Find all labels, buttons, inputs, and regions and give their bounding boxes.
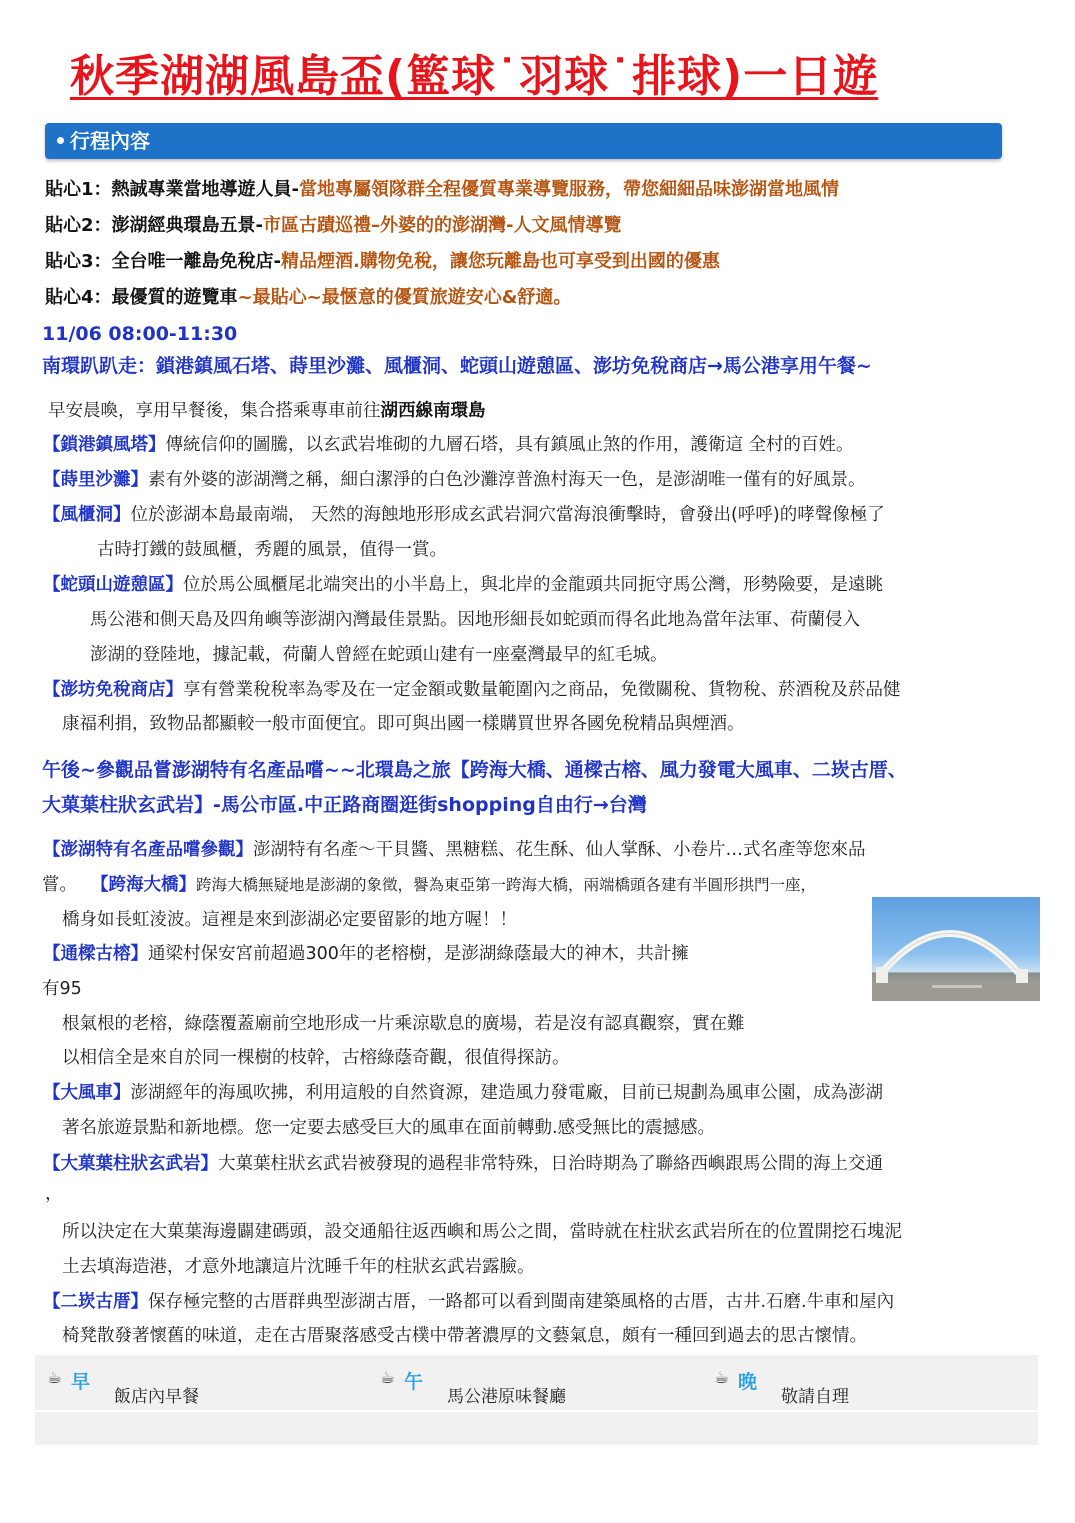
spot-name: 【澎湖特有名產品嚐參觀】 (43, 840, 253, 860)
meal-dinner (702, 1355, 1038, 1410)
tip-item: 貼心1：熱誠專業當地導遊人員-當地專屬領隊群全程優質專業導覽服務，帶您細細品味澎湖當地風情 (45, 179, 839, 200)
spot-name: 【蛇頭山遊憩區】 (43, 575, 183, 595)
spot-name: 【跨海大橋】 (91, 875, 196, 895)
tips-list (45, 172, 1045, 316)
spot-line: 【風櫃洞】位於澎湖本島最南端， 天然的海蝕地形形成玄武岩洞穴當海浪衝擊時，會發出(呼呼)的哮聲像極了 (43, 505, 885, 525)
spot-name: 【大菓葉柱狀玄武岩】 (43, 1154, 218, 1174)
meal-label: 晚 (738, 1371, 758, 1393)
meal-label: 早 (71, 1371, 91, 1393)
spot-name: 【鎖港鎮風塔】 (43, 435, 166, 455)
page-title: 秋季湖湖風島盃(籃球˙羽球˙排球)一日遊 (70, 51, 879, 102)
spot-line: 【大風車】澎湖經年的海風吹拂，利用這般的自然資源，建造風力發電廠，目前已規劃為風車公園，成為澎湖 (43, 1083, 883, 1103)
spot-name: 【澎坊免稅商店】 (43, 680, 183, 700)
spot-line: 【澎湖特有名產品嚐參觀】澎湖特有名產～干貝醬、黑糖糕、花生酥、仙人掌酥、小卷片…式名產等您來品 (43, 840, 866, 860)
tip-item: 貼心3：全台唯一離島免稅店-精品煙酒.購物免稅，讓您玩離島也可享受到出國的優惠 (45, 251, 720, 272)
spot-line: 【二崁古厝】保存極完整的古厝群典型澎湖古厝，一路都可以看到閩南建築風格的古厝，古井.石磨.牛車和屋內 (43, 1292, 895, 1312)
meals-divider (35, 1410, 1038, 1412)
meal-value: 敬請自理 (781, 1387, 849, 1407)
spot-line: 古時打鐵的鼓風櫃，秀麗的風景，值得一賞。 (97, 540, 447, 560)
morning-route: 南環趴趴走：鎖港鎮風石塔、蒔里沙灘、風櫃洞、蛇頭山遊憩區、澎坊免稅商店→馬公港享用午餐~ (42, 355, 872, 377)
meals-table (35, 1355, 1038, 1445)
spot-line: 【蒔里沙灘】素有外婆的澎湖灣之稱，細白潔淨的白色沙灘淳普漁村海天一色，是澎湖唯一僅有的好風景。 (43, 470, 866, 490)
spot-line: 根氣根的老榕，綠蔭覆蓋廟前空地形成一片乘涼歇息的廣場，若是沒有認真觀察，實在難 (62, 1014, 745, 1034)
meal-value: 飯店內早餐 (114, 1387, 199, 1407)
spot-name: 【大風車】 (43, 1083, 131, 1103)
spot-name: 【風櫃洞】 (43, 505, 131, 525)
section-title: 行程內容 (70, 129, 150, 153)
spot-name: 【蒔里沙灘】 (43, 470, 148, 490)
spot-line: 著名旅遊景點和新地標。您一定要去感受巨大的風車在面前轉動.感受無比的震撼感。 (62, 1118, 716, 1138)
meal-breakfast (35, 1355, 368, 1410)
meals-row (35, 1355, 1038, 1410)
meal-lunch (368, 1355, 702, 1410)
spot-line: 所以決定在大菓葉海邊闢建碼頭，設交通船往返西嶼和馬公之間，當時就在柱狀玄武岩所在的位置開挖石塊泥 (62, 1222, 902, 1242)
afternoon-route-line1: 午後~參觀品嘗澎湖特有名產品嚐~~北環島之旅【跨海大橋、通樑古榕、風力發電大風車、二崁古厝、 (42, 759, 907, 781)
bullet-icon (57, 137, 64, 144)
bridge-arch-photo (872, 897, 1040, 1001)
spot-line: 嘗。 【跨海大橋】跨海大橋無疑地是澎湖的象徵，譽為東亞第一跨海大橋，兩端橋頭各建有半圓形拱門一座， (42, 875, 817, 895)
spot-line: 土去填海造港，才意外地讓這片沈睡千年的柱狀玄武岩露臉。 (62, 1257, 535, 1277)
spot-line: 有95 (42, 979, 82, 999)
spot-line: ， (45, 1184, 63, 1204)
cup-icon: ☕ (714, 1368, 730, 1388)
spot-line: 【蛇頭山遊憩區】位於馬公風櫃尾北端突出的小半島上，與北岸的金龍頭共同扼守馬公灣，形勢險要，是遠眺 (43, 575, 883, 595)
spot-line: 康福利捐，致物品都顯較一般市面便宜。即可與出國一樣購買世界各國免稅精品與煙酒。 (62, 714, 745, 734)
meal-label: 午 (404, 1371, 424, 1393)
spot-line: 【澎坊免稅商店】享有營業稅稅率為零及在一定金額或數量範圍內之商品，免徵關稅、貨物稅、菸酒稅及菸品健 (43, 680, 901, 700)
tip-item: 貼心2：澎湖經典環島五景-市區古蹟巡禮–外婆的的澎湖灣-人文風情導覽 (45, 215, 622, 236)
spot-line: 【大菓葉柱狀玄武岩】大菓葉柱狀玄武岩被發現的過程非常特殊，日治時期為了聯絡西嶼跟馬公間的海上交通 (43, 1154, 883, 1174)
cup-icon: ☕ (47, 1368, 63, 1388)
afternoon-route-line2: 大菓葉柱狀玄武岩】-馬公市區.中正路商圈逛街shopping自由行→台灣 (42, 794, 647, 816)
spot-name: 【二崁古厝】 (43, 1292, 148, 1312)
spot-line: 椅凳散發著懷舊的味道，走在古厝聚落感受古樸中帶著濃厚的文藝氣息，頗有一種回到過去的思古懷情。 (62, 1326, 867, 1346)
spot-line: 【鎖港鎮風塔】傳統信仰的圖騰，以玄武岩堆砌的九層石塔，具有鎮風止煞的作用，護衛這 全村的百姓。 (43, 435, 854, 455)
section-header-bar (45, 123, 1002, 159)
spot-line: 馬公港和側天島及四角嶼等澎湖內灣最佳景點。因地形細長如蛇頭而得名此地為當年法軍、荷蘭侵入 (90, 610, 860, 630)
spot-line: 以相信全是來自於同一棵樹的枝幹，古榕綠蔭奇觀，很值得探訪。 (62, 1048, 570, 1068)
cup-icon: ☕ (380, 1368, 396, 1388)
bridge-arch-illustration (872, 897, 1040, 1001)
meal-value: 馬公港原味餐廳 (447, 1387, 566, 1407)
morning-time: 11/06 08:00-11:30 (42, 323, 238, 345)
spot-line: 橋身如長虹淩波。這裡是來到澎湖必定要留影的地方喔！！ (62, 910, 517, 930)
spot-line: 澎湖的登陸地，據記載，荷蘭人曾經在蛇頭山建有一座臺灣最早的紅毛城。 (90, 645, 668, 665)
spot-line: 【通樑古榕】通梁村保安宮前超過300年的老榕樹，是澎湖綠蔭最大的神木，共計擁 (43, 944, 689, 964)
morning-intro: 早安晨喚，享用早餐後，集合搭乘專車前往湖西線南環島 (48, 401, 486, 421)
tip-item: 貼心4：最優質的遊覽車~最貼心~最愜意的優質旅遊安心&舒適。 (45, 287, 572, 308)
spot-name: 【通樑古榕】 (43, 944, 148, 964)
